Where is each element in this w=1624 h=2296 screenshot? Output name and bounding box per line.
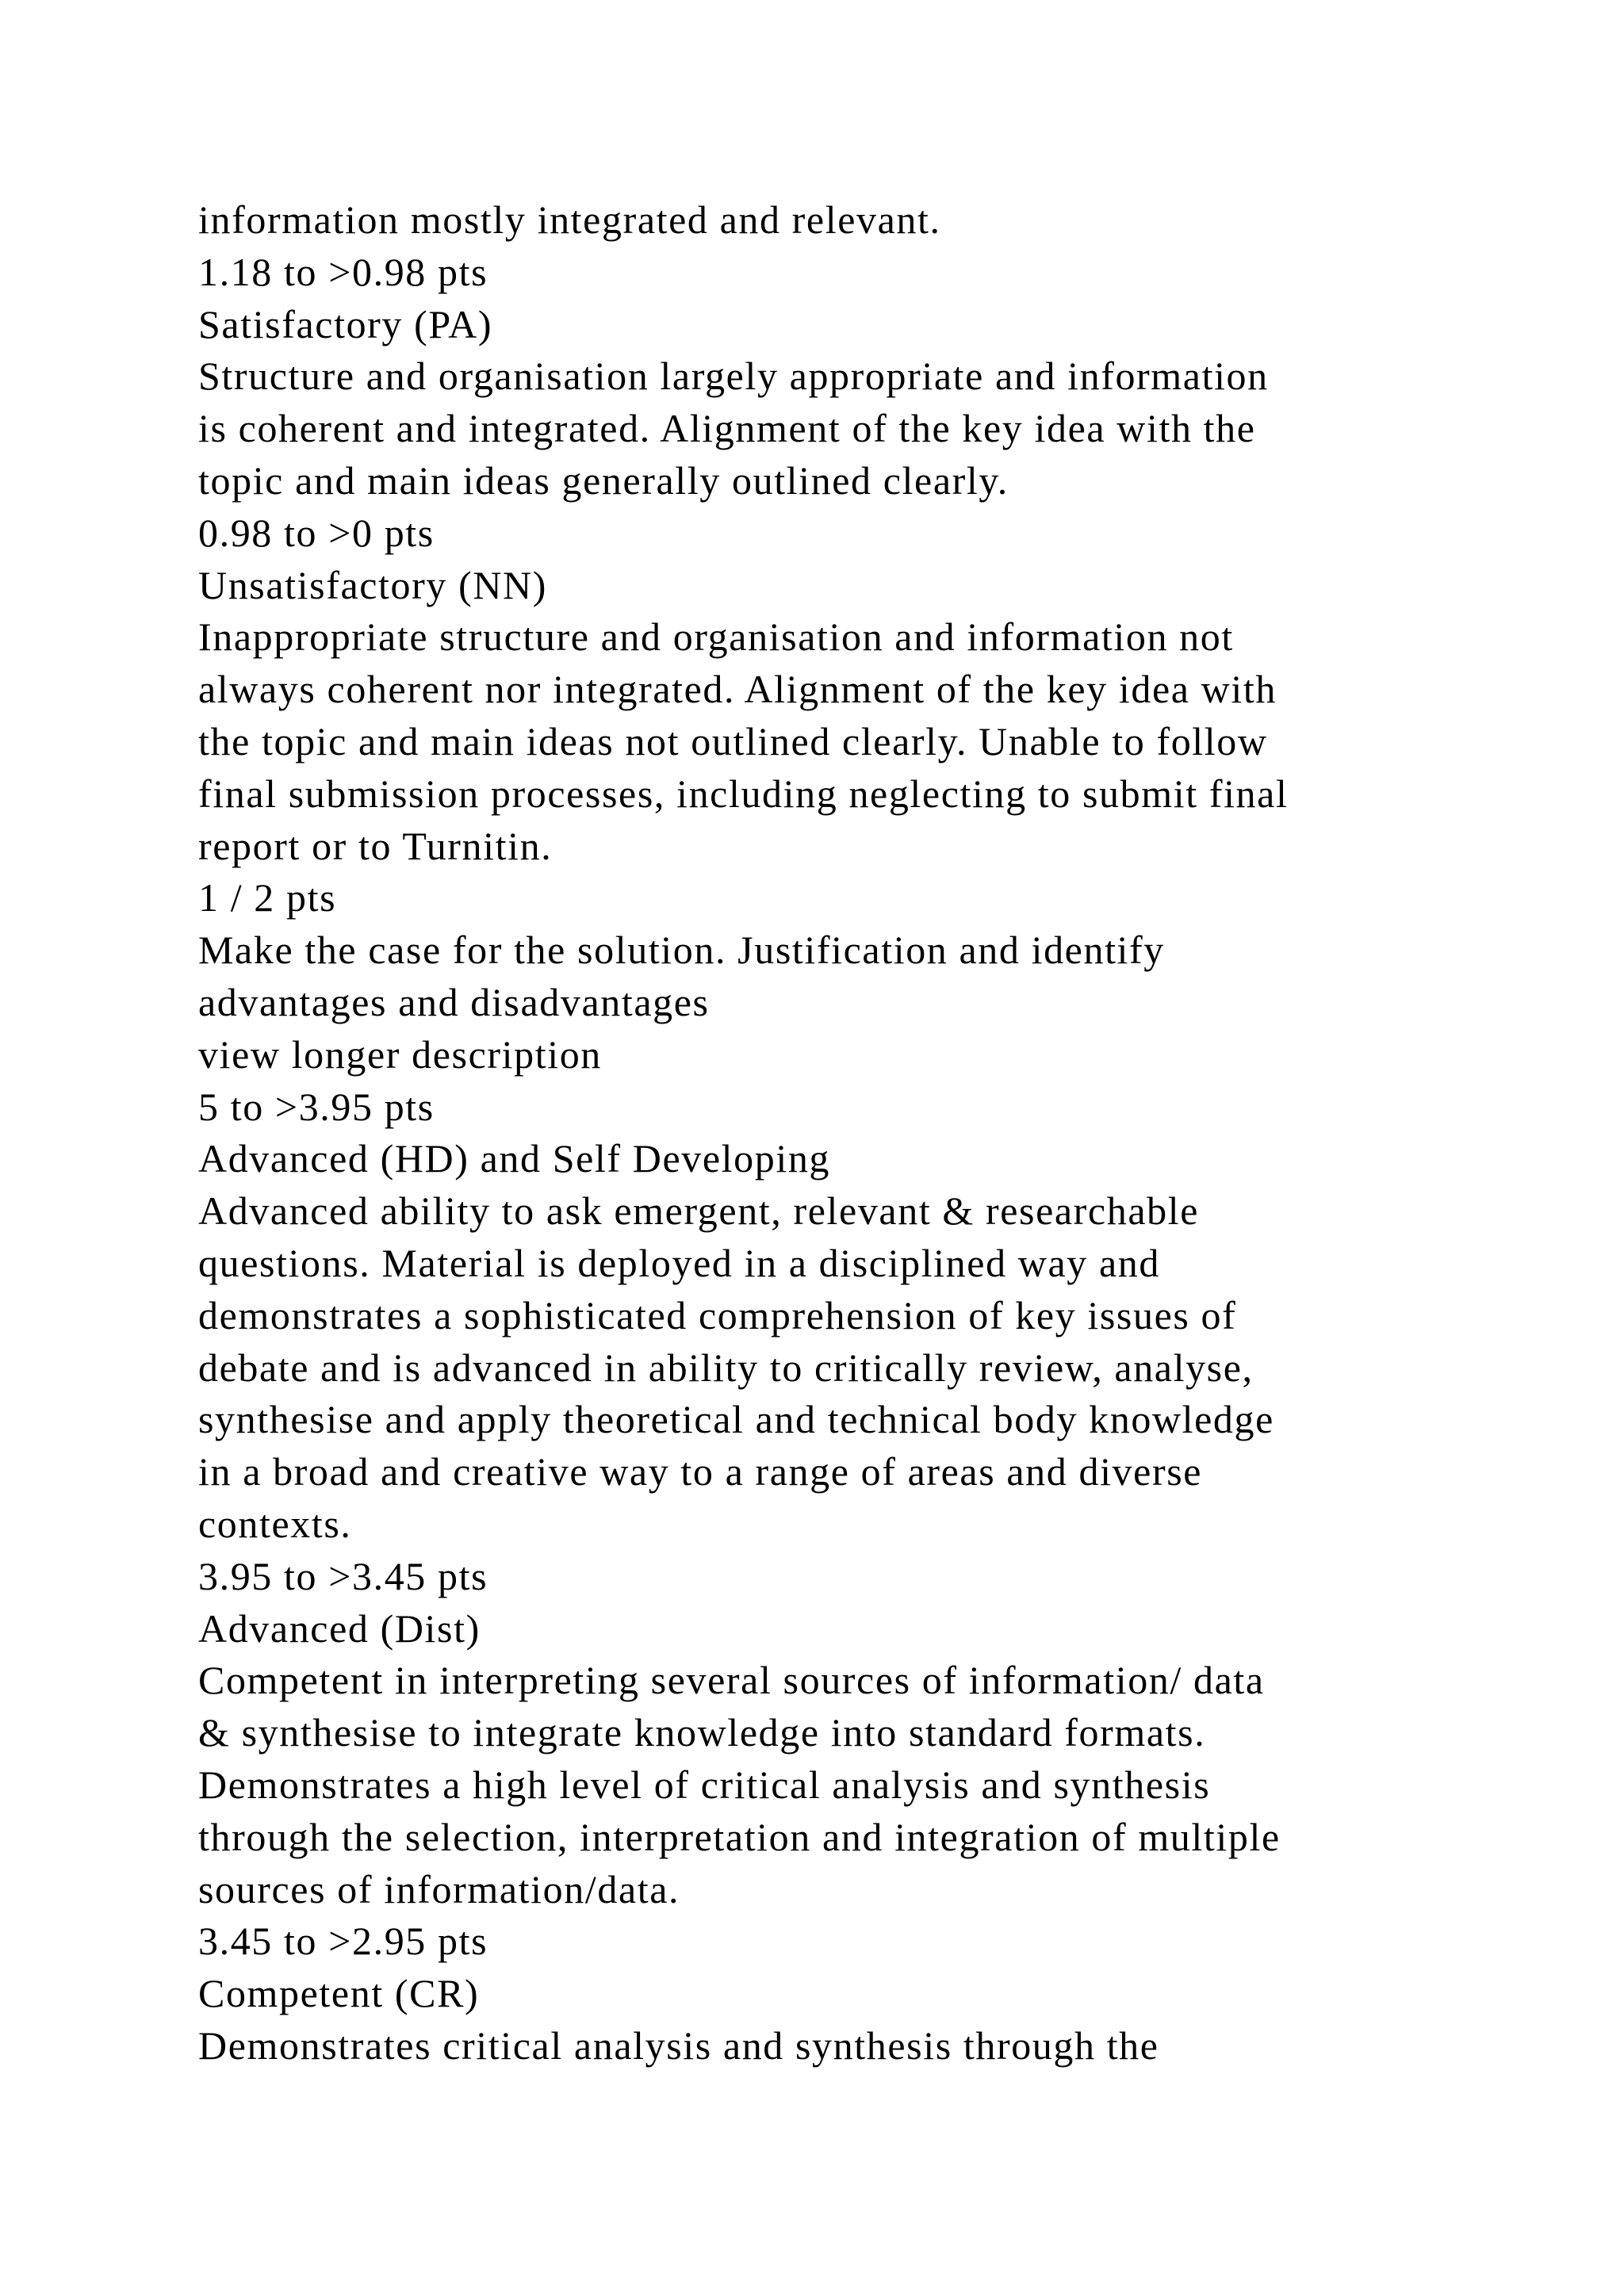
points-range-line: 0.98 to >0 pts <box>198 510 435 555</box>
text-line: contexts. <box>198 1501 352 1546</box>
text-line: through the selection, interpretation and integration of multiple <box>198 1814 1281 1859</box>
text-line: Inappropriate structure and organisation and information not <box>198 614 1234 660</box>
points-range-line: 3.95 to >3.45 pts <box>198 1553 488 1598</box>
text-line: debate and is advanced in ability to critically review, analyse, <box>198 1345 1254 1390</box>
text-line: synthesise and apply theoretical and technical body knowledge <box>198 1397 1274 1442</box>
text-line: Demonstrates critical analysis and synthesis through the <box>198 2022 1159 2068</box>
text-line: information mostly integrated and relevant. <box>198 197 941 242</box>
criterion-title-line: Make the case for the solution. Justification and identify <box>198 928 1165 973</box>
text-line: topic and main ideas generally outlined clearly. <box>198 457 1009 503</box>
text-line: Advanced ability to ask emergent, relevant & researchable <box>198 1188 1200 1234</box>
text-line: Competent in interpreting several sources of information/ data <box>198 1658 1265 1703</box>
text-line: always coherent nor integrated. Alignment of the key idea with <box>198 667 1277 712</box>
rating-title-line: Advanced (HD) and Self Developing <box>198 1136 831 1181</box>
rating-title-line: Satisfactory (PA) <box>198 301 493 346</box>
text-line: Structure and organisation largely appropriate and information <box>198 354 1269 399</box>
rating-title-line: Competent (CR) <box>198 1971 480 2016</box>
points-range-line: 1.18 to >0.98 pts <box>198 249 488 294</box>
points-range-line: 3.45 to >2.95 pts <box>198 1919 488 1964</box>
text-line: demonstrates a sophisticated comprehension of key issues of <box>198 1292 1237 1337</box>
rating-title-line: Unsatisfactory (NN) <box>198 562 547 607</box>
criterion-title-line: advantages and disadvantages <box>198 979 710 1024</box>
text-line: is coherent and integrated. Alignment of the key idea with the <box>198 406 1256 451</box>
text-line: report or to Turnitin. <box>198 823 553 868</box>
view-longer-description-text: view longer description <box>198 1031 602 1077</box>
text-line: in a broad and creative way to a range of areas and diverse <box>198 1449 1203 1494</box>
text-line: sources of information/data. <box>198 1866 680 1911</box>
text-line: & synthesise to integrate knowledge into standard formats. <box>198 1710 1206 1755</box>
rubric-text-block <box>198 194 1483 2072</box>
score-line: 1 / 2 pts <box>198 875 337 920</box>
text-line: the topic and main ideas not outlined clearly. Unable to follow <box>198 718 1268 763</box>
text-line: Demonstrates a high level of critical analysis and synthesis <box>198 1762 1211 1807</box>
text-line: questions. Material is deployed in a disciplined way and <box>198 1240 1160 1285</box>
points-range-line: 5 to >3.95 pts <box>198 1084 435 1129</box>
text-line: final submission processes, including neglecting to submit final <box>198 771 1289 816</box>
rating-title-line: Advanced (Dist) <box>198 1605 481 1651</box>
